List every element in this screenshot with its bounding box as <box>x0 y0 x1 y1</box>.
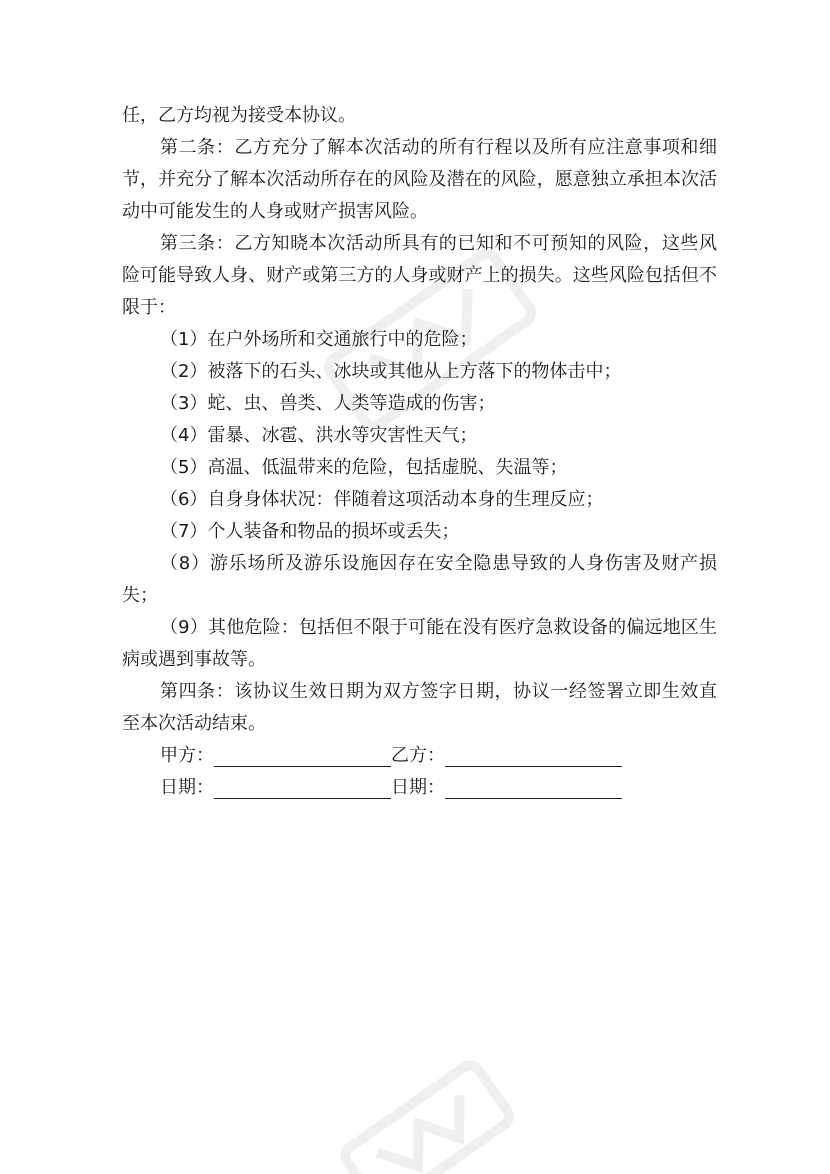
document-body <box>122 100 717 804</box>
list-item: （4）雷暴、冰雹、洪水等灾害性天气； <box>160 425 478 446</box>
signature-row-parties <box>122 740 717 772</box>
list-item: （9）其他危险：包括但不限于可能在没有医疗急救设备的偏远地区生病或遇到事故等。 <box>122 617 717 670</box>
paragraph: 第二条：乙方充分了解本次活动的所有行程以及所有应注意事项和细节，并充分了解本次活动所存在的风险及潜在的风险，愿意独立承担本次活动中可能发生的人身或财产损害风险。 <box>122 137 717 222</box>
date-b-label: 日期： <box>391 777 445 798</box>
list-item: （7）个人装备和物品的损坏或丢失； <box>160 521 460 542</box>
watermark-icon <box>330 1060 530 1174</box>
date-a-line <box>214 776 391 799</box>
party-a-signature-line <box>214 744 391 767</box>
list-item: （1）在户外场所和交通旅行中的危险； <box>160 329 478 350</box>
paragraph: 任，乙方均视为接受本协议。 <box>122 105 356 126</box>
date-b-line <box>445 776 622 799</box>
list-item: （5）高温、低温带来的危险，包括虚脱、失温等； <box>160 457 568 478</box>
party-b-label: 乙方： <box>391 745 445 766</box>
list-item: （3）蛇、虫、兽类、人类等造成的伤害； <box>160 393 496 414</box>
party-a-label: 甲方： <box>160 745 214 766</box>
party-b-signature-line <box>445 744 622 767</box>
list-item: （8）游乐场所及游乐设施因存在安全隐患导致的人身伤害及财产损失； <box>122 553 717 606</box>
date-a-label: 日期： <box>160 777 214 798</box>
list-item: （6）自身身体状况：伴随着这项活动本身的生理反应； <box>160 489 604 510</box>
paragraph: 第三条：乙方知晓本次活动所具有的已知和不可预知的风险，这些风险可能导致人身、财产或第三方的人身或财产上的损失。这些风险包括但不限于： <box>122 233 717 318</box>
list-item: （2）被落下的石头、冰块或其他从上方落下的物体击中； <box>160 361 622 382</box>
signature-row-dates <box>122 772 717 804</box>
paragraph: 第四条：该协议生效日期为双方签字日期，协议一经签署立即生效直至本次活动结束。 <box>122 681 717 734</box>
